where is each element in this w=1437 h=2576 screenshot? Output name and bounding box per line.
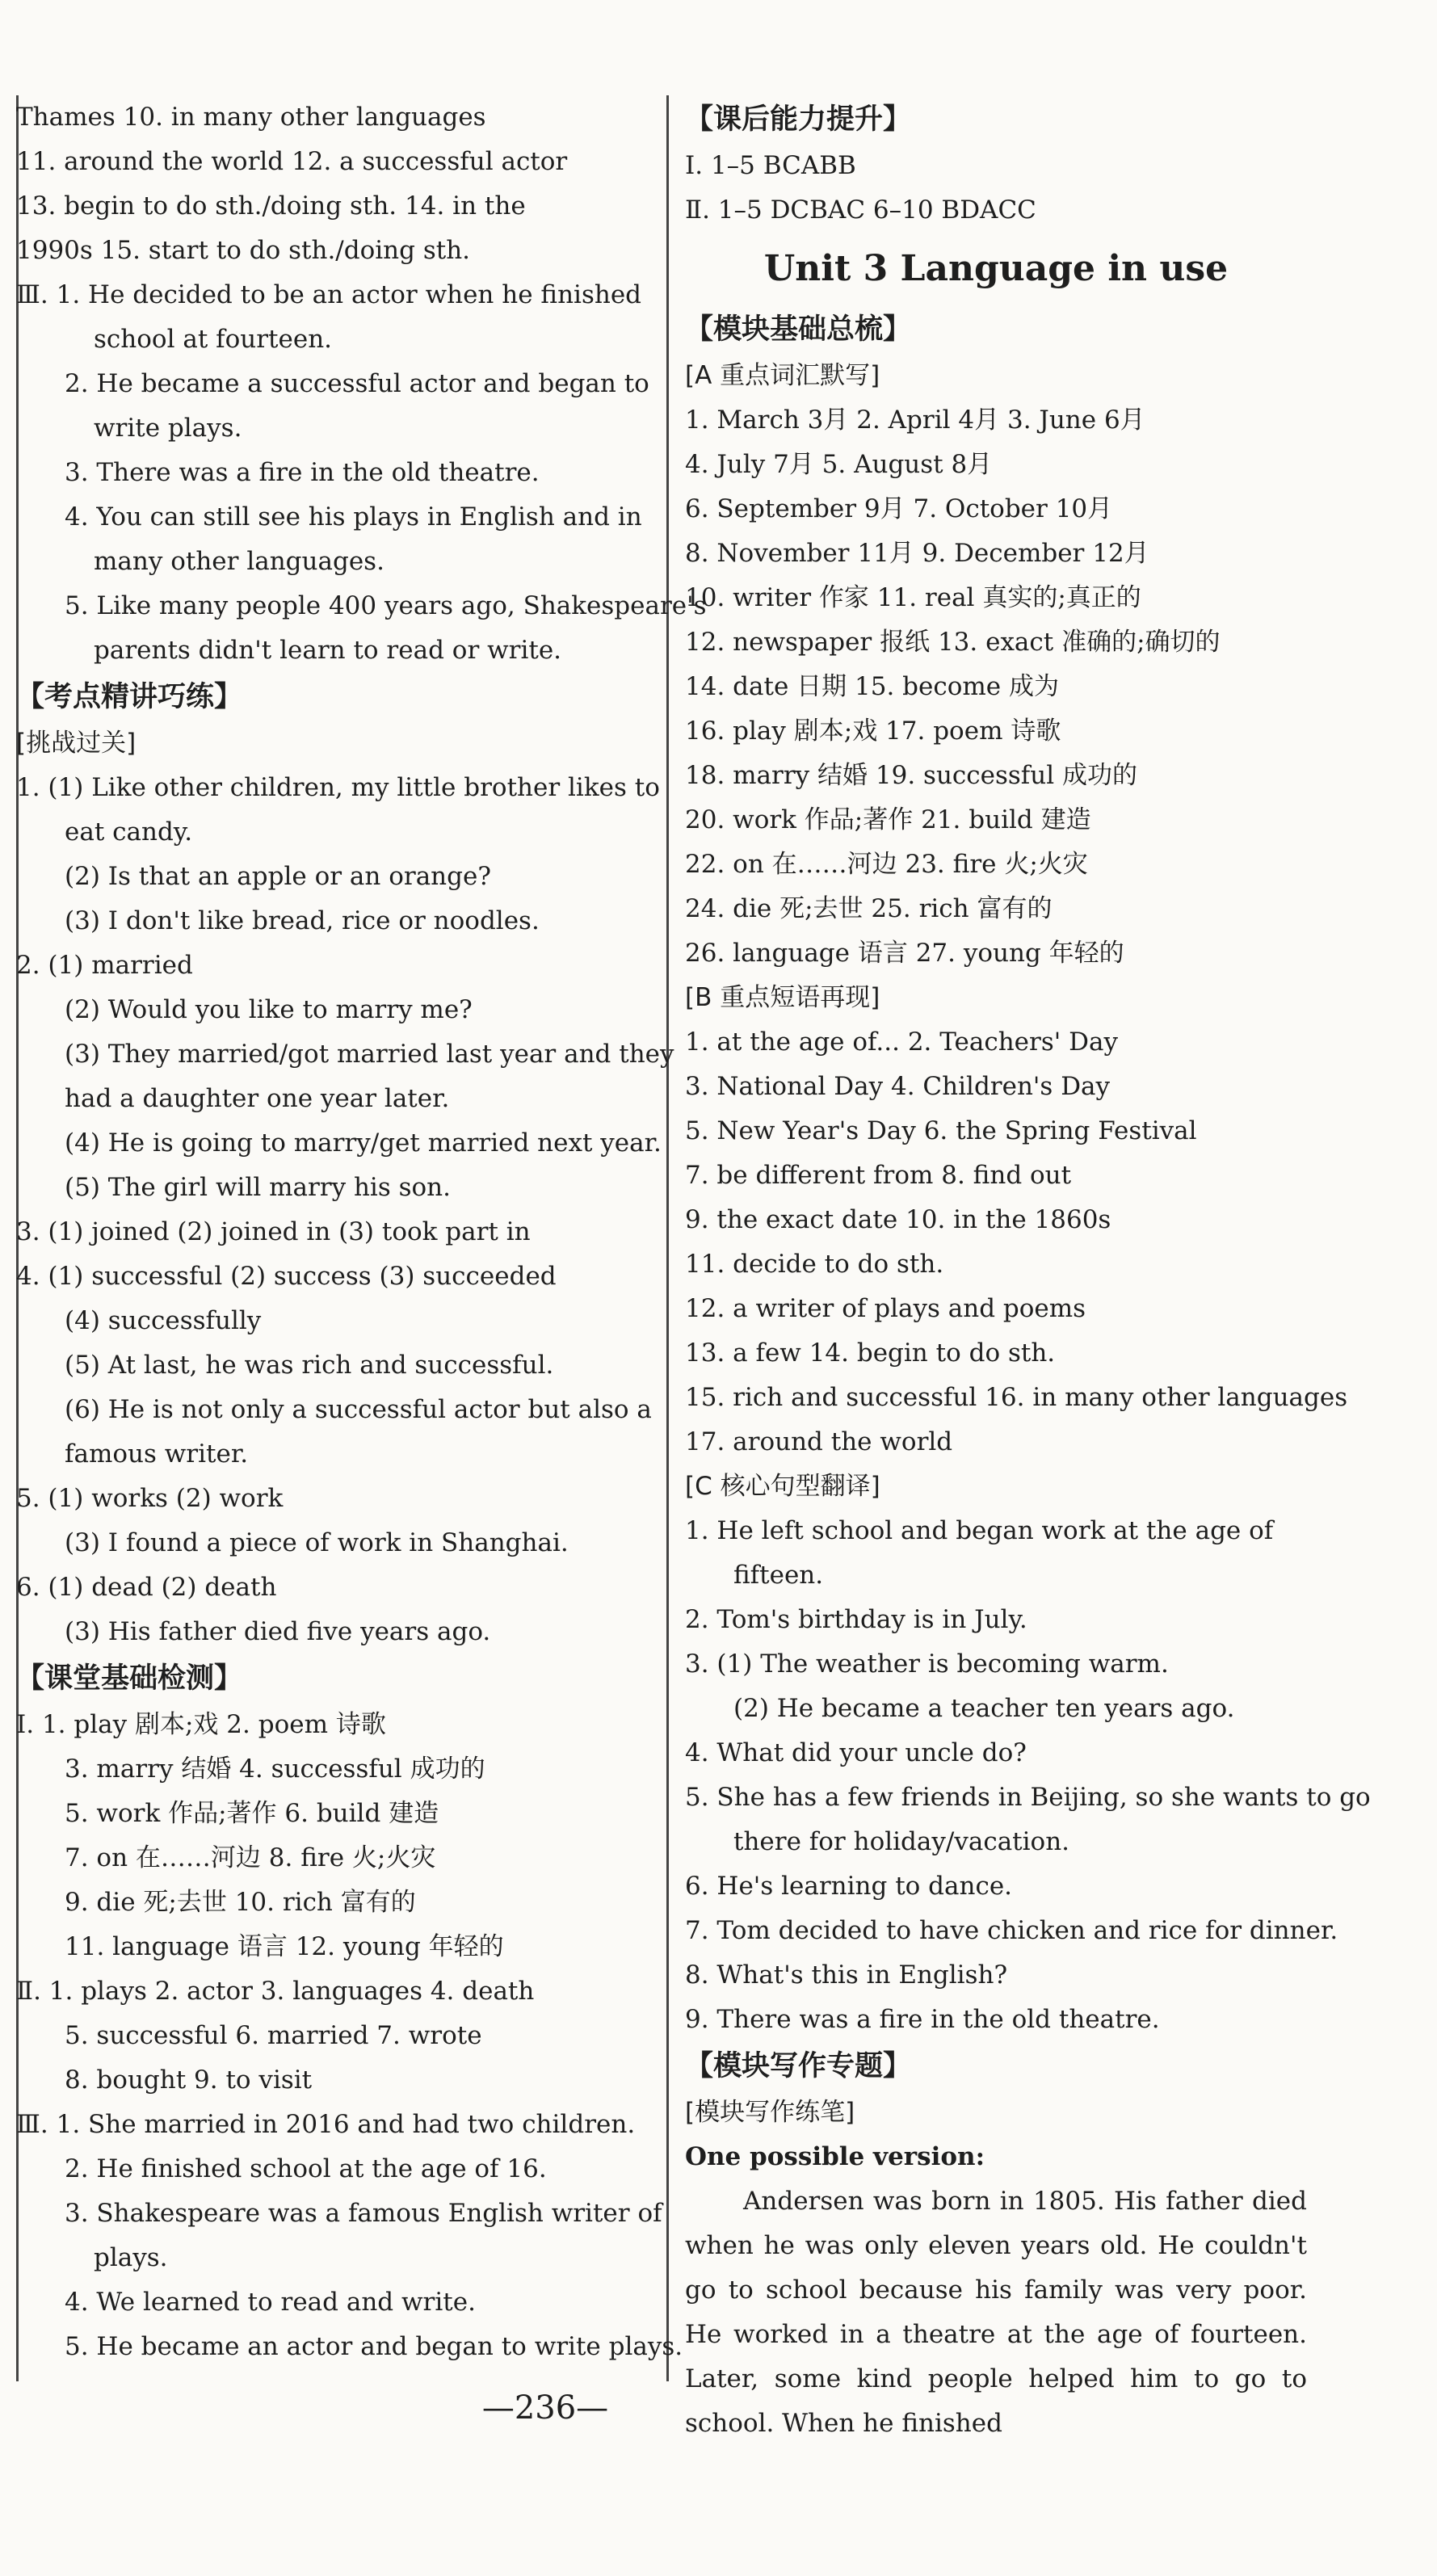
answer-line: Thames 10. in many other languages — [16, 103, 486, 132]
answer-line: 2. (1) married — [16, 951, 193, 980]
answer-line: Ⅱ. 1. plays 2. actor 3. languages 4. death — [16, 1977, 535, 2006]
answer-line: 3. National Day 4. Children's Day — [685, 1072, 1111, 1101]
answer-line: 8. November 11月 9. December 12月 — [685, 539, 1149, 568]
subsection-heading: [B 重点短语再现] — [685, 983, 880, 1012]
answer-line: 7. Tom decided to have chicken and rice for dinner. — [685, 1916, 1338, 1945]
answer-line: parents didn't learn to read or write. — [94, 636, 562, 665]
answer-line: 18. marry 结婚 19. successful 成功的 — [685, 761, 1138, 790]
answer-line: 4. July 7月 5. August 8月 — [685, 450, 993, 479]
answer-line: 3. (1) The weather is becoming warm. — [685, 1649, 1169, 1679]
answer-line: (2) He became a teacher ten years ago. — [733, 1694, 1235, 1723]
answer-line: 8. What's this in English? — [685, 1960, 1008, 1990]
answer-line: Ⅲ. 1. She married in 2016 and had two children. — [16, 2110, 636, 2139]
answer-line: Ⅲ. 1. He decided to be an actor when he finished — [16, 280, 642, 309]
answer-line: 12. newspaper 报纸 13. exact 准确的;确切的 — [685, 628, 1221, 657]
answer-line: 11. around the world 12. a successful actor — [16, 147, 568, 176]
answer-line: Ⅰ. 1–5 BCABB — [685, 151, 856, 180]
answer-line: (3) I don't like bread, rice or noodles. — [65, 906, 540, 935]
answer-line: 6. (1) dead (2) death — [16, 1573, 277, 1602]
answer-line: 5. Like many people 400 years ago, Shakespeare's — [65, 591, 707, 620]
section-heading: 【考点精讲巧练】 — [16, 681, 243, 713]
answer-line: 6. September 9月 7. October 10月 — [685, 494, 1113, 523]
answer-line: 5. She has a few friends in Beijing, so she wants to go — [685, 1783, 1371, 1812]
answer-line: 2. He became a successful actor and began to — [65, 369, 649, 398]
section-heading: 【模块写作专题】 — [685, 2050, 912, 2082]
answer-line: (4) successfully — [65, 1306, 262, 1335]
answer-line: Ⅱ. 1–5 DCBAC 6–10 BDACC — [685, 195, 1036, 225]
answer-line: 16. play 剧本;戏 17. poem 诗歌 — [685, 716, 1061, 746]
answer-line: (2) Would you like to marry me? — [65, 995, 473, 1024]
section-heading: 【模块基础总梳】 — [685, 313, 912, 346]
subsection-heading: [A 重点词汇默写] — [685, 361, 880, 390]
answer-line: write plays. — [94, 414, 242, 443]
answer-line: 4. You can still see his plays in English and in — [65, 502, 642, 532]
answer-line: 5. He became an actor and began to write plays. — [65, 2332, 683, 2361]
answer-line: (5) At last, he was rich and successful. — [65, 1351, 554, 1380]
essay-heading: One possible version: — [685, 2142, 985, 2171]
answer-line: 14. date 日期 15. become 成为 — [685, 672, 1059, 701]
answer-line: 13. begin to do sth./doing sth. 14. in the — [16, 191, 526, 221]
answer-line: 5. successful 6. married 7. wrote — [65, 2021, 482, 2050]
answer-line: plays. — [94, 2243, 168, 2272]
answer-line: 3. There was a fire in the old theatre. — [65, 458, 540, 487]
answer-line: 11. decide to do sth. — [685, 1250, 944, 1279]
answer-line: 10. writer 作家 11. real 真实的;真正的 — [685, 583, 1141, 612]
answer-line: school at fourteen. — [94, 325, 333, 354]
answer-line: 1. He left school and began work at the age of — [685, 1516, 1274, 1545]
answer-line: (2) Is that an apple or an orange? — [65, 862, 491, 891]
answer-line: 6. He's learning to dance. — [685, 1872, 1013, 1901]
answer-line: many other languages. — [94, 547, 384, 576]
answer-line: 4. (1) successful (2) success (3) succeeded — [16, 1262, 557, 1291]
answer-line: (4) He is going to marry/get married next year. — [65, 1128, 662, 1158]
section-heading: 【课堂基础检测】 — [16, 1662, 243, 1695]
answer-line: Ⅰ. 1. play 剧本;戏 2. poem 诗歌 — [16, 1710, 386, 1739]
answer-line: 5. New Year's Day 6. the Spring Festival — [685, 1116, 1197, 1145]
answer-line: 13. a few 14. begin to do sth. — [685, 1338, 1056, 1368]
unit-title: Unit 3 Language in use — [763, 248, 1229, 289]
subsection-heading: [挑战过关] — [16, 729, 137, 758]
answer-line: 12. a writer of plays and poems — [685, 1294, 1086, 1323]
answer-line: famous writer. — [65, 1439, 249, 1469]
answer-line: (5) The girl will marry his son. — [65, 1173, 452, 1202]
answer-line: 1. (1) Like other children, my little brother likes to — [16, 773, 660, 802]
answer-line: eat candy. — [65, 817, 193, 847]
answer-line: 9. the exact date 10. in the 1860s — [685, 1205, 1111, 1234]
answer-line: (3) They married/got married last year and they — [65, 1040, 674, 1069]
answer-line: (6) He is not only a successful actor but also a — [65, 1395, 652, 1424]
column-divider — [666, 95, 669, 2381]
answer-line: 3. Shakespeare was a famous English writer of — [65, 2199, 662, 2228]
answer-line: (3) I found a piece of work in Shanghai. — [65, 1528, 569, 1557]
answer-line: 1. March 3月 2. April 4月 3. June 6月 — [685, 406, 1145, 435]
answer-line: 3. (1) joined (2) joined in (3) took part in — [16, 1217, 531, 1246]
answer-line: 24. die 死;去世 25. rich 富有的 — [685, 894, 1053, 923]
answer-line: 3. marry 结婚 4. successful 成功的 — [65, 1754, 485, 1784]
answer-line: 8. bought 9. to visit — [65, 2065, 313, 2095]
answer-line: (3) His father died five years ago. — [65, 1617, 491, 1646]
answer-line: 7. on 在……河边 8. fire 火;火灾 — [65, 1843, 436, 1872]
left-column — [16, 95, 707, 2369]
essay-paragraph: Andersen was born in 1805. His father died when he was only eleven years old. He couldn't go to school because his family was very poor. He worked in a theatre at the age of fourteen. Later, some kind people helped him to go to school. When he finished — [685, 2187, 1307, 2438]
answer-line: there for holiday/vacation. — [733, 1827, 1070, 1856]
answer-line: 22. on 在……河边 23. fire 火;火灾 — [685, 850, 1088, 879]
subsection-heading: [模块写作练笔] — [685, 2098, 855, 2127]
answer-line: 5. (1) works (2) work — [16, 1484, 284, 1513]
answer-line: 4. What did your uncle do? — [685, 1738, 1027, 1767]
answer-line: 17. around the world — [685, 1427, 953, 1456]
answer-line: 5. work 作品;著作 6. build 建造 — [65, 1799, 439, 1828]
answer-line: 4. We learned to read and write. — [65, 2288, 476, 2317]
answer-line: had a daughter one year later. — [65, 1084, 450, 1113]
answer-line: 1990s 15. start to do sth./doing sth. — [16, 236, 471, 265]
answer-line: 9. die 死;去世 10. rich 富有的 — [65, 1888, 416, 1917]
answer-line: fifteen. — [733, 1561, 824, 1590]
answer-line: 9. There was a fire in the old theatre. — [685, 2005, 1160, 2034]
answer-line: 11. language 语言 12. young 年轻的 — [65, 1932, 504, 1961]
answer-line: 15. rich and successful 16. in many other languages — [685, 1383, 1348, 1412]
section-heading: 【课后能力提升】 — [685, 103, 912, 136]
answer-line: 20. work 作品;著作 21. build 建造 — [685, 805, 1091, 834]
subsection-heading: [C 核心句型翻译] — [685, 1472, 880, 1501]
answer-line: 26. language 语言 27. young 年轻的 — [685, 939, 1124, 968]
answer-line: 7. be different from 8. find out — [685, 1161, 1072, 1190]
right-column — [685, 95, 1371, 2446]
page-number: —236— — [481, 2389, 609, 2427]
answer-line: 2. He finished school at the age of 16. — [65, 2154, 547, 2183]
answer-line: 2. Tom's birthday is in July. — [685, 1605, 1027, 1634]
answer-line: 1. at the age of... 2. Teachers' Day — [685, 1027, 1118, 1057]
